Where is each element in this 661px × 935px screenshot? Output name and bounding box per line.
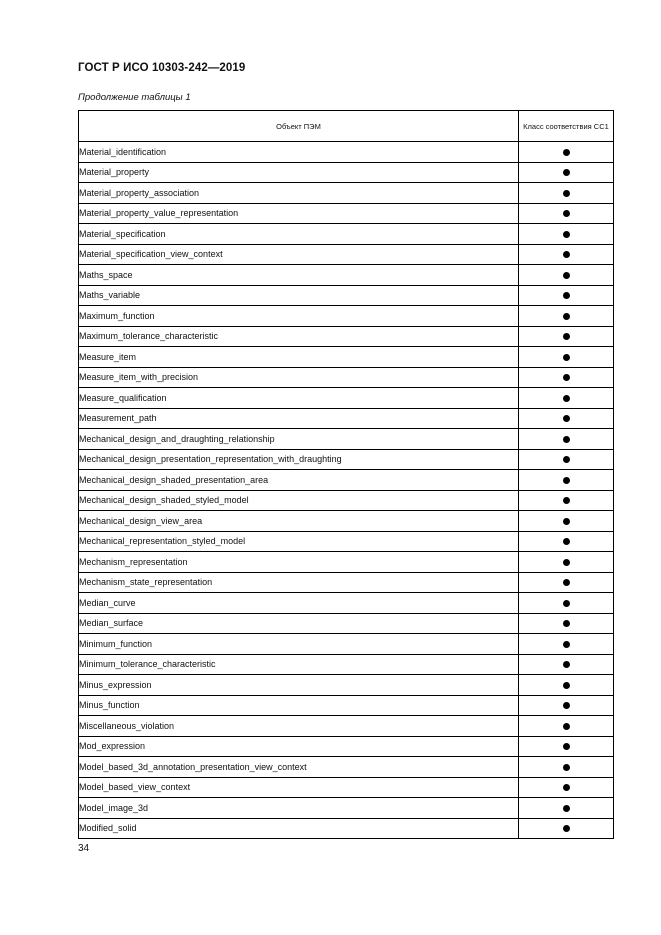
cc1-cell (519, 572, 614, 593)
cc1-cell (519, 716, 614, 737)
object-name-cell: Model_based_view_context (79, 777, 519, 798)
filled-circle-icon (563, 764, 570, 771)
column-header-class-cc1 (519, 111, 614, 142)
table-row (79, 183, 614, 204)
table-row (79, 367, 614, 388)
table-row (79, 634, 614, 655)
table-row (79, 429, 614, 450)
filled-circle-icon (563, 272, 570, 279)
cc1-cell (519, 593, 614, 614)
filled-circle-icon (563, 190, 570, 197)
object-name-cell: Measure_qualification (79, 388, 519, 409)
filled-circle-icon (563, 723, 570, 730)
filled-circle-icon (563, 395, 570, 402)
object-name-cell: Modified_solid (79, 818, 519, 839)
filled-circle-icon (563, 292, 570, 299)
filled-circle-icon (563, 784, 570, 791)
object-name-cell: Maths_space (79, 265, 519, 286)
object-name-cell: Mechanical_design_presentation_representation_with_draughting (79, 449, 519, 470)
object-name-cell: Maximum_tolerance_characteristic (79, 326, 519, 347)
cc1-cell (519, 285, 614, 306)
filled-circle-icon (563, 579, 570, 586)
filled-circle-icon (563, 231, 570, 238)
cc1-cell (519, 203, 614, 224)
cc1-cell (519, 675, 614, 696)
filled-circle-icon (563, 518, 570, 525)
object-name-cell: Material_specification (79, 224, 519, 245)
filled-circle-icon (563, 436, 570, 443)
filled-circle-icon (563, 149, 570, 156)
filled-circle-icon (563, 825, 570, 832)
object-name-cell: Median_surface (79, 613, 519, 634)
table-row (79, 818, 614, 839)
table-row (79, 757, 614, 778)
filled-circle-icon (563, 805, 570, 812)
filled-circle-icon (563, 477, 570, 484)
object-name-cell: Mechanical_design_shaded_presentation_area (79, 470, 519, 491)
cc1-cell (519, 367, 614, 388)
table-row (79, 695, 614, 716)
cc1-cell (519, 306, 614, 327)
cc1-cell (519, 162, 614, 183)
filled-circle-icon (563, 702, 570, 709)
cc1-cell (519, 183, 614, 204)
filled-circle-icon (563, 682, 570, 689)
filled-circle-icon (563, 559, 570, 566)
table-row (79, 777, 614, 798)
table-row (79, 449, 614, 470)
filled-circle-icon (563, 620, 570, 627)
cc1-cell (519, 449, 614, 470)
filled-circle-icon (563, 210, 570, 217)
object-name-cell: Mod_expression (79, 736, 519, 757)
column-header-object: Объект ПЭМ (79, 111, 519, 142)
object-name-cell: Maximum_function (79, 306, 519, 327)
table-row (79, 593, 614, 614)
table-row (79, 244, 614, 265)
cc1-cell (519, 818, 614, 839)
conformance-table (78, 110, 614, 839)
cc1-cell (519, 326, 614, 347)
table-body (79, 142, 614, 839)
cc1-cell (519, 757, 614, 778)
filled-circle-icon (563, 169, 570, 176)
object-name-cell: Model_image_3d (79, 798, 519, 819)
object-name-cell: Mechanism_representation (79, 552, 519, 573)
filled-circle-icon (563, 456, 570, 463)
table-row (79, 613, 614, 634)
cc1-cell (519, 142, 614, 163)
table-row (79, 470, 614, 491)
object-name-cell: Material_identification (79, 142, 519, 163)
filled-circle-icon (563, 497, 570, 504)
filled-circle-icon (563, 743, 570, 750)
table-row (79, 716, 614, 737)
cc1-cell (519, 634, 614, 655)
cc1-cell (519, 736, 614, 757)
cc1-cell (519, 654, 614, 675)
object-name-cell: Measure_item_with_precision (79, 367, 519, 388)
object-name-cell: Model_based_3d_annotation_presentation_view_context (79, 757, 519, 778)
table-row (79, 572, 614, 593)
table-row (79, 798, 614, 819)
filled-circle-icon (563, 333, 570, 340)
object-name-cell: Median_curve (79, 593, 519, 614)
filled-circle-icon (563, 415, 570, 422)
column-header-class-cc1-text: Класс соответствия CC1 (523, 121, 609, 131)
table-header-row (79, 111, 614, 142)
table-row (79, 408, 614, 429)
table-row (79, 306, 614, 327)
object-name-cell: Material_property_value_representation (79, 203, 519, 224)
table-row (79, 142, 614, 163)
filled-circle-icon (563, 374, 570, 381)
cc1-cell (519, 470, 614, 491)
filled-circle-icon (563, 600, 570, 607)
table-row (79, 388, 614, 409)
object-name-cell: Mechanical_design_and_draughting_relationship (79, 429, 519, 450)
object-name-cell: Material_property (79, 162, 519, 183)
table-row (79, 552, 614, 573)
object-name-cell: Measure_item (79, 347, 519, 368)
object-name-cell: Mechanical_representation_styled_model (79, 531, 519, 552)
table-row (79, 162, 614, 183)
object-name-cell: Miscellaneous_violation (79, 716, 519, 737)
table-row (79, 326, 614, 347)
cc1-cell (519, 695, 614, 716)
cc1-cell (519, 265, 614, 286)
filled-circle-icon (563, 354, 570, 361)
table-row (79, 285, 614, 306)
object-name-cell: Material_property_association (79, 183, 519, 204)
table-row (79, 203, 614, 224)
table-row (79, 347, 614, 368)
cc1-cell (519, 777, 614, 798)
object-name-cell: Mechanism_state_representation (79, 572, 519, 593)
cc1-cell (519, 613, 614, 634)
document-header: ГОСТ Р ИСО 10303-242—2019 (78, 62, 246, 74)
cc1-cell (519, 388, 614, 409)
object-name-cell: Minus_expression (79, 675, 519, 696)
page-number: 34 (78, 843, 90, 854)
object-name-cell: Measurement_path (79, 408, 519, 429)
filled-circle-icon (563, 641, 570, 648)
object-name-cell: Mechanical_design_shaded_styled_model (79, 490, 519, 511)
table-row (79, 490, 614, 511)
object-name-cell: Minimum_function (79, 634, 519, 655)
table-row (79, 654, 614, 675)
cc1-cell (519, 552, 614, 573)
object-name-cell: Minimum_tolerance_characteristic (79, 654, 519, 675)
cc1-cell (519, 511, 614, 532)
table-caption: Продолжение таблицы 1 (78, 92, 191, 103)
table-row (79, 531, 614, 552)
object-name-cell: Mechanical_design_view_area (79, 511, 519, 532)
cc1-cell (519, 244, 614, 265)
filled-circle-icon (563, 538, 570, 545)
cc1-cell (519, 224, 614, 245)
cc1-cell (519, 490, 614, 511)
table-row (79, 224, 614, 245)
table-row (79, 675, 614, 696)
object-name-cell: Maths_variable (79, 285, 519, 306)
object-name-cell: Material_specification_view_context (79, 244, 519, 265)
table-row (79, 265, 614, 286)
filled-circle-icon (563, 251, 570, 258)
cc1-cell (519, 798, 614, 819)
cc1-cell (519, 531, 614, 552)
table-row (79, 736, 614, 757)
filled-circle-icon (563, 661, 570, 668)
table-row (79, 511, 614, 532)
filled-circle-icon (563, 313, 570, 320)
cc1-cell (519, 429, 614, 450)
object-name-cell: Minus_function (79, 695, 519, 716)
cc1-cell (519, 347, 614, 368)
cc1-cell (519, 408, 614, 429)
